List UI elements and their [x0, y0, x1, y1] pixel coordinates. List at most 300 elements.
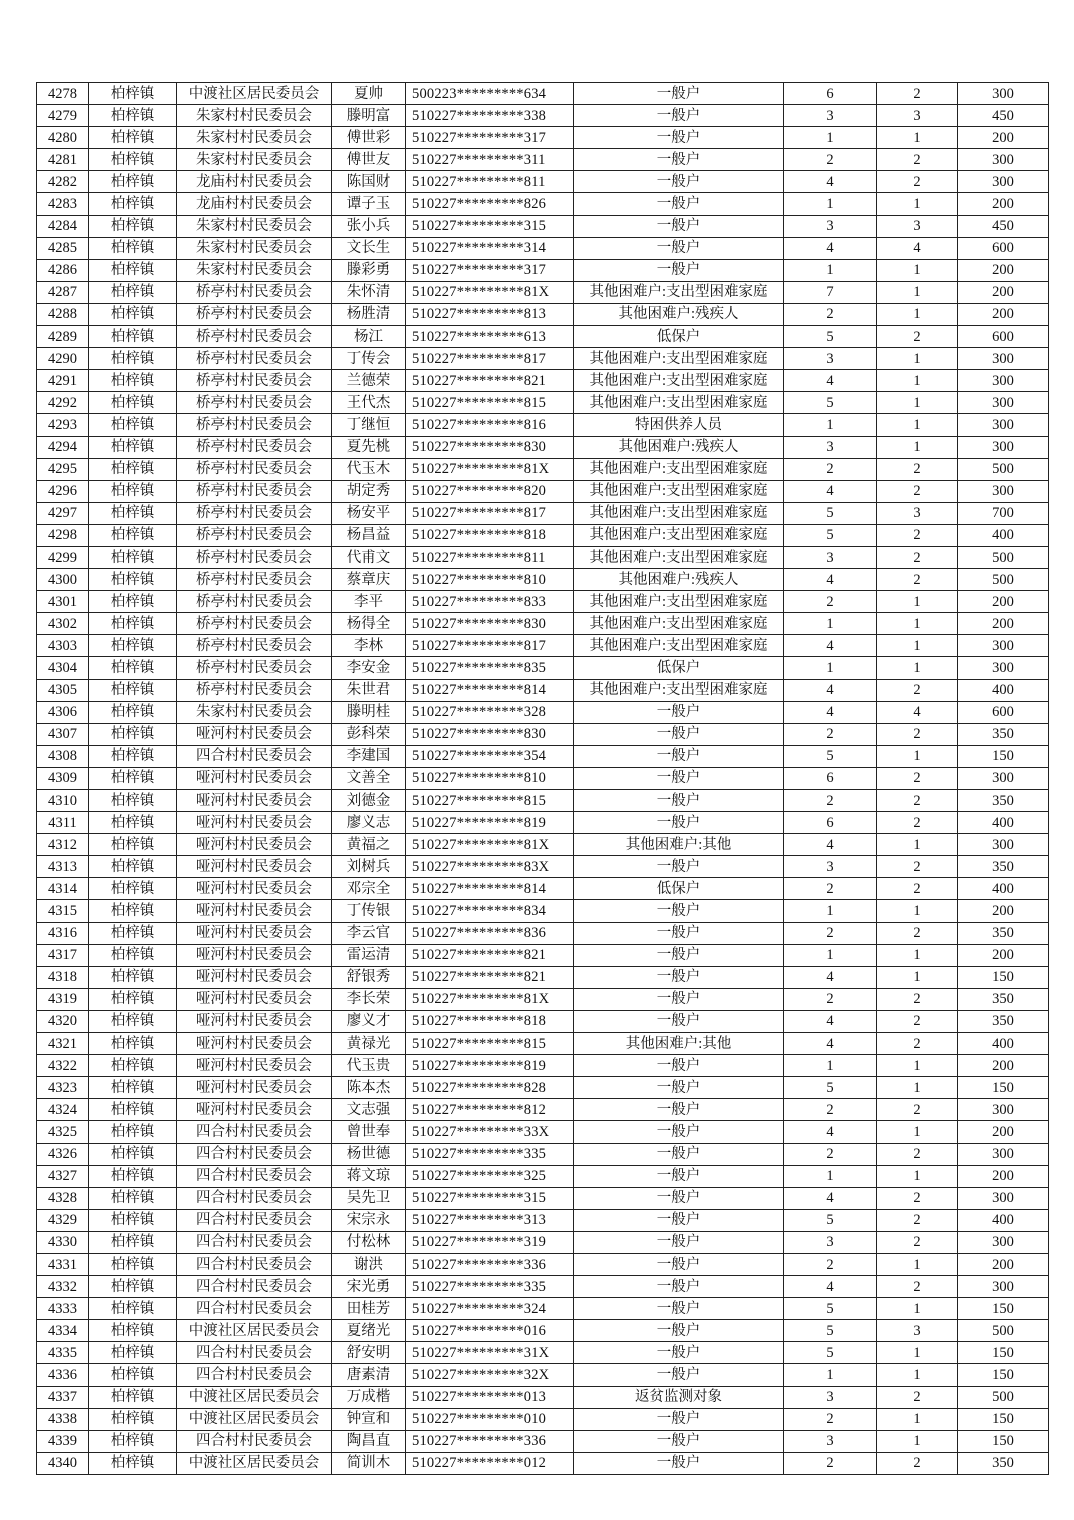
town-cell: 柏梓镇 — [89, 569, 177, 591]
people-count-cell: 2 — [877, 790, 958, 812]
household-type-cell: 一般户 — [574, 83, 784, 105]
name-cell: 滕彩勇 — [332, 259, 406, 281]
committee-cell: 中渡社区居民委员会 — [177, 1386, 332, 1408]
town-cell: 柏梓镇 — [89, 1342, 177, 1364]
id-number-cell: 510227*********325 — [406, 1165, 574, 1187]
committee-cell: 朱家村村民委员会 — [177, 149, 332, 171]
amount-cell: 150 — [958, 1298, 1049, 1320]
town-cell: 柏梓镇 — [89, 767, 177, 789]
committee-cell: 桥亭村村民委员会 — [177, 546, 332, 568]
table-row — [37, 546, 1049, 568]
family-size-cell: 4 — [784, 1010, 877, 1032]
table-row — [37, 1253, 1049, 1275]
id-number-cell: 510227*********818 — [406, 524, 574, 546]
id-number-cell: 510227*********319 — [406, 1231, 574, 1253]
family-size-cell: 4 — [784, 635, 877, 657]
town-cell: 柏梓镇 — [89, 988, 177, 1010]
committee-cell: 朱家村村民委员会 — [177, 259, 332, 281]
amount-cell: 300 — [958, 414, 1049, 436]
name-cell: 丁传银 — [332, 900, 406, 922]
family-size-cell: 1 — [784, 944, 877, 966]
id-number-cell: 510227*********317 — [406, 127, 574, 149]
family-size-cell: 5 — [784, 524, 877, 546]
household-type-cell: 其他困难户:其他 — [574, 834, 784, 856]
amount-cell: 500 — [958, 546, 1049, 568]
household-type-cell: 一般户 — [574, 1231, 784, 1253]
row-number-cell: 4314 — [37, 878, 89, 900]
committee-cell: 桥亭村村民委员会 — [177, 458, 332, 480]
table-row — [37, 1320, 1049, 1342]
people-count-cell: 2 — [877, 171, 958, 193]
id-number-cell: 510227*********828 — [406, 1077, 574, 1099]
amount-cell: 600 — [958, 237, 1049, 259]
committee-cell: 哑河村村民委员会 — [177, 812, 332, 834]
id-number-cell: 510227*********830 — [406, 436, 574, 458]
people-count-cell: 2 — [877, 1187, 958, 1209]
row-number-cell: 4285 — [37, 237, 89, 259]
committee-cell: 哑河村村民委员会 — [177, 767, 332, 789]
amount-cell: 300 — [958, 657, 1049, 679]
row-number-cell: 4289 — [37, 326, 89, 348]
committee-cell: 哑河村村民委员会 — [177, 1033, 332, 1055]
amount-cell: 300 — [958, 83, 1049, 105]
family-size-cell: 6 — [784, 812, 877, 834]
family-size-cell: 6 — [784, 83, 877, 105]
people-count-cell: 1 — [877, 1364, 958, 1386]
row-number-cell: 4315 — [37, 900, 89, 922]
committee-cell: 哑河村村民委员会 — [177, 1010, 332, 1032]
id-number-cell: 510227*********821 — [406, 966, 574, 988]
household-type-cell: 一般户 — [574, 193, 784, 215]
table-row — [37, 657, 1049, 679]
table-row — [37, 326, 1049, 348]
amount-cell: 450 — [958, 105, 1049, 127]
committee-cell: 桥亭村村民委员会 — [177, 370, 332, 392]
id-number-cell: 510227*********317 — [406, 259, 574, 281]
table-row — [37, 1055, 1049, 1077]
amount-cell: 300 — [958, 1187, 1049, 1209]
amount-cell: 300 — [958, 436, 1049, 458]
row-number-cell: 4313 — [37, 856, 89, 878]
table-row — [37, 1231, 1049, 1253]
row-number-cell: 4288 — [37, 303, 89, 325]
committee-cell: 四合村村民委员会 — [177, 1253, 332, 1275]
family-size-cell: 2 — [784, 1099, 877, 1121]
row-number-cell: 4298 — [37, 524, 89, 546]
town-cell: 柏梓镇 — [89, 679, 177, 701]
amount-cell: 300 — [958, 1143, 1049, 1165]
household-type-cell: 一般户 — [574, 1010, 784, 1032]
household-type-cell: 一般户 — [574, 171, 784, 193]
family-size-cell: 2 — [784, 922, 877, 944]
committee-cell: 中渡社区居民委员会 — [177, 83, 332, 105]
committee-cell: 哑河村村民委员会 — [177, 878, 332, 900]
amount-cell: 150 — [958, 1364, 1049, 1386]
id-number-cell: 510227*********819 — [406, 812, 574, 834]
table-row — [37, 1364, 1049, 1386]
row-number-cell: 4291 — [37, 370, 89, 392]
table-row — [37, 1298, 1049, 1320]
family-size-cell: 4 — [784, 1187, 877, 1209]
id-number-cell: 510227*********834 — [406, 900, 574, 922]
household-type-cell: 一般户 — [574, 900, 784, 922]
name-cell: 钟宣和 — [332, 1408, 406, 1430]
town-cell: 柏梓镇 — [89, 856, 177, 878]
household-type-cell: 其他困难户:支出型困难家庭 — [574, 480, 784, 502]
people-count-cell: 2 — [877, 1386, 958, 1408]
family-size-cell: 7 — [784, 281, 877, 303]
table-row — [37, 436, 1049, 458]
household-type-cell: 一般户 — [574, 1342, 784, 1364]
table-row — [37, 1143, 1049, 1165]
id-number-cell: 510227*********324 — [406, 1298, 574, 1320]
committee-cell: 桥亭村村民委员会 — [177, 392, 332, 414]
records-table — [36, 82, 1049, 1475]
id-number-cell: 510227*********336 — [406, 1253, 574, 1275]
amount-cell: 350 — [958, 790, 1049, 812]
people-count-cell: 2 — [877, 1276, 958, 1298]
people-count-cell: 2 — [877, 458, 958, 480]
household-type-cell: 一般户 — [574, 856, 784, 878]
people-count-cell: 1 — [877, 259, 958, 281]
town-cell: 柏梓镇 — [89, 1165, 177, 1187]
family-size-cell: 1 — [784, 1055, 877, 1077]
amount-cell: 500 — [958, 569, 1049, 591]
committee-cell: 哑河村村民委员会 — [177, 790, 332, 812]
household-type-cell: 一般户 — [574, 1408, 784, 1430]
name-cell: 傅世友 — [332, 149, 406, 171]
amount-cell: 150 — [958, 745, 1049, 767]
committee-cell: 四合村村民委员会 — [177, 1143, 332, 1165]
row-number-cell: 4311 — [37, 812, 89, 834]
committee-cell: 龙庙村村民委员会 — [177, 193, 332, 215]
people-count-cell: 2 — [877, 480, 958, 502]
committee-cell: 桥亭村村民委员会 — [177, 502, 332, 524]
amount-cell: 300 — [958, 1231, 1049, 1253]
id-number-cell: 510227*********336 — [406, 1430, 574, 1452]
committee-cell: 四合村村民委员会 — [177, 1430, 332, 1452]
table-row — [37, 149, 1049, 171]
committee-cell: 四合村村民委员会 — [177, 1165, 332, 1187]
household-type-cell: 一般户 — [574, 944, 784, 966]
id-number-cell: 510227*********815 — [406, 1033, 574, 1055]
committee-cell: 桥亭村村民委员会 — [177, 569, 332, 591]
amount-cell: 300 — [958, 635, 1049, 657]
family-size-cell: 4 — [784, 171, 877, 193]
name-cell: 李平 — [332, 591, 406, 613]
people-count-cell: 2 — [877, 1143, 958, 1165]
name-cell: 刘树兵 — [332, 856, 406, 878]
amount-cell: 500 — [958, 1386, 1049, 1408]
name-cell: 张小兵 — [332, 215, 406, 237]
row-number-cell: 4330 — [37, 1231, 89, 1253]
table-row — [37, 105, 1049, 127]
id-number-cell: 510227*********83X — [406, 856, 574, 878]
committee-cell: 桥亭村村民委员会 — [177, 326, 332, 348]
household-type-cell: 一般户 — [574, 1187, 784, 1209]
amount-cell: 200 — [958, 127, 1049, 149]
id-number-cell: 510227*********826 — [406, 193, 574, 215]
household-type-cell: 一般户 — [574, 1364, 784, 1386]
town-cell: 柏梓镇 — [89, 1099, 177, 1121]
people-count-cell: 2 — [877, 1209, 958, 1231]
household-type-cell: 一般户 — [574, 1121, 784, 1143]
amount-cell: 200 — [958, 1055, 1049, 1077]
table-row — [37, 458, 1049, 480]
name-cell: 李云官 — [332, 922, 406, 944]
name-cell: 邓宗全 — [332, 878, 406, 900]
id-number-cell: 510227*********817 — [406, 348, 574, 370]
amount-cell: 350 — [958, 988, 1049, 1010]
town-cell: 柏梓镇 — [89, 237, 177, 259]
town-cell: 柏梓镇 — [89, 790, 177, 812]
id-number-cell: 510227*********315 — [406, 215, 574, 237]
table-row — [37, 1342, 1049, 1364]
people-count-cell: 1 — [877, 1077, 958, 1099]
people-count-cell: 2 — [877, 1099, 958, 1121]
name-cell: 丁继恒 — [332, 414, 406, 436]
id-number-cell: 510227*********33X — [406, 1121, 574, 1143]
amount-cell: 200 — [958, 591, 1049, 613]
row-number-cell: 4335 — [37, 1342, 89, 1364]
people-count-cell: 1 — [877, 1165, 958, 1187]
table-row — [37, 193, 1049, 215]
table-row — [37, 944, 1049, 966]
people-count-cell: 1 — [877, 613, 958, 635]
table-row — [37, 414, 1049, 436]
people-count-cell: 3 — [877, 502, 958, 524]
table-row — [37, 1099, 1049, 1121]
family-size-cell: 1 — [784, 127, 877, 149]
committee-cell: 哑河村村民委员会 — [177, 1055, 332, 1077]
town-cell: 柏梓镇 — [89, 591, 177, 613]
row-number-cell: 4328 — [37, 1187, 89, 1209]
row-number-cell: 4281 — [37, 149, 89, 171]
committee-cell: 桥亭村村民委员会 — [177, 657, 332, 679]
family-size-cell: 5 — [784, 326, 877, 348]
family-size-cell: 4 — [784, 237, 877, 259]
row-number-cell: 4286 — [37, 259, 89, 281]
people-count-cell: 3 — [877, 215, 958, 237]
committee-cell: 四合村村民委员会 — [177, 1231, 332, 1253]
household-type-cell: 一般户 — [574, 767, 784, 789]
people-count-cell: 3 — [877, 1320, 958, 1342]
table-row — [37, 1165, 1049, 1187]
people-count-cell: 1 — [877, 303, 958, 325]
row-number-cell: 4278 — [37, 83, 89, 105]
id-number-cell: 510227*********31X — [406, 1342, 574, 1364]
table-body — [37, 83, 1049, 1475]
table-row — [37, 127, 1049, 149]
name-cell: 朱怀清 — [332, 281, 406, 303]
town-cell: 柏梓镇 — [89, 745, 177, 767]
town-cell: 柏梓镇 — [89, 1187, 177, 1209]
family-size-cell: 3 — [784, 1430, 877, 1452]
household-type-cell: 一般户 — [574, 215, 784, 237]
amount-cell: 350 — [958, 1452, 1049, 1474]
family-size-cell: 4 — [784, 1121, 877, 1143]
household-type-cell: 其他困难户:支出型困难家庭 — [574, 281, 784, 303]
row-number-cell: 4331 — [37, 1253, 89, 1275]
town-cell: 柏梓镇 — [89, 259, 177, 281]
name-cell: 王代杰 — [332, 392, 406, 414]
name-cell: 黄禄光 — [332, 1033, 406, 1055]
household-type-cell: 其他困难户:其他 — [574, 1033, 784, 1055]
people-count-cell: 2 — [877, 326, 958, 348]
name-cell: 田桂芳 — [332, 1298, 406, 1320]
name-cell: 滕明桂 — [332, 701, 406, 723]
family-size-cell: 5 — [784, 1320, 877, 1342]
committee-cell: 哑河村村民委员会 — [177, 723, 332, 745]
amount-cell: 300 — [958, 480, 1049, 502]
household-type-cell: 低保户 — [574, 657, 784, 679]
name-cell: 谭子玉 — [332, 193, 406, 215]
name-cell: 夏绪光 — [332, 1320, 406, 1342]
id-number-cell: 510227*********314 — [406, 237, 574, 259]
name-cell: 杨世德 — [332, 1143, 406, 1165]
town-cell: 柏梓镇 — [89, 1386, 177, 1408]
table-row — [37, 480, 1049, 502]
id-number-cell: 510227*********814 — [406, 878, 574, 900]
household-type-cell: 一般户 — [574, 812, 784, 834]
id-number-cell: 510227*********81X — [406, 988, 574, 1010]
amount-cell: 150 — [958, 1408, 1049, 1430]
row-number-cell: 4302 — [37, 613, 89, 635]
committee-cell: 哑河村村民委员会 — [177, 988, 332, 1010]
name-cell: 唐素清 — [332, 1364, 406, 1386]
people-count-cell: 1 — [877, 1298, 958, 1320]
town-cell: 柏梓镇 — [89, 83, 177, 105]
family-size-cell: 2 — [784, 149, 877, 171]
people-count-cell: 2 — [877, 723, 958, 745]
town-cell: 柏梓镇 — [89, 1364, 177, 1386]
household-type-cell: 低保户 — [574, 326, 784, 348]
amount-cell: 400 — [958, 1033, 1049, 1055]
row-number-cell: 4303 — [37, 635, 89, 657]
family-size-cell: 5 — [784, 1342, 877, 1364]
town-cell: 柏梓镇 — [89, 281, 177, 303]
committee-cell: 四合村村民委员会 — [177, 1364, 332, 1386]
name-cell: 李林 — [332, 635, 406, 657]
people-count-cell: 1 — [877, 635, 958, 657]
amount-cell: 200 — [958, 1253, 1049, 1275]
town-cell: 柏梓镇 — [89, 1010, 177, 1032]
household-type-cell: 一般户 — [574, 723, 784, 745]
town-cell: 柏梓镇 — [89, 878, 177, 900]
household-type-cell: 一般户 — [574, 1452, 784, 1474]
town-cell: 柏梓镇 — [89, 1231, 177, 1253]
household-type-cell: 一般户 — [574, 701, 784, 723]
people-count-cell: 2 — [877, 878, 958, 900]
town-cell: 柏梓镇 — [89, 1253, 177, 1275]
committee-cell: 哑河村村民委员会 — [177, 966, 332, 988]
amount-cell: 600 — [958, 701, 1049, 723]
committee-cell: 朱家村村民委员会 — [177, 105, 332, 127]
name-cell: 滕明富 — [332, 105, 406, 127]
amount-cell: 300 — [958, 370, 1049, 392]
town-cell: 柏梓镇 — [89, 723, 177, 745]
family-size-cell: 3 — [784, 1386, 877, 1408]
name-cell: 杨得全 — [332, 613, 406, 635]
amount-cell: 200 — [958, 613, 1049, 635]
name-cell: 夏帅 — [332, 83, 406, 105]
people-count-cell: 1 — [877, 436, 958, 458]
town-cell: 柏梓镇 — [89, 1430, 177, 1452]
name-cell: 胡定秀 — [332, 480, 406, 502]
town-cell: 柏梓镇 — [89, 657, 177, 679]
household-type-cell: 一般户 — [574, 1430, 784, 1452]
town-cell: 柏梓镇 — [89, 193, 177, 215]
id-number-cell: 510227*********815 — [406, 790, 574, 812]
row-number-cell: 4329 — [37, 1209, 89, 1231]
family-size-cell: 3 — [784, 546, 877, 568]
name-cell: 兰德荣 — [332, 370, 406, 392]
row-number-cell: 4290 — [37, 348, 89, 370]
row-number-cell: 4320 — [37, 1010, 89, 1032]
town-cell: 柏梓镇 — [89, 966, 177, 988]
id-number-cell: 510227*********81X — [406, 834, 574, 856]
town-cell: 柏梓镇 — [89, 1033, 177, 1055]
committee-cell: 哑河村村民委员会 — [177, 856, 332, 878]
people-count-cell: 1 — [877, 348, 958, 370]
name-cell: 廖义才 — [332, 1010, 406, 1032]
table-row — [37, 856, 1049, 878]
row-number-cell: 4296 — [37, 480, 89, 502]
table-row — [37, 635, 1049, 657]
family-size-cell: 3 — [784, 856, 877, 878]
people-count-cell: 2 — [877, 1033, 958, 1055]
committee-cell: 桥亭村村民委员会 — [177, 524, 332, 546]
people-count-cell: 2 — [877, 856, 958, 878]
row-number-cell: 4326 — [37, 1143, 89, 1165]
table-row — [37, 83, 1049, 105]
people-count-cell: 2 — [877, 1010, 958, 1032]
name-cell: 宋光勇 — [332, 1276, 406, 1298]
amount-cell: 150 — [958, 1077, 1049, 1099]
household-type-cell: 一般户 — [574, 1209, 784, 1231]
amount-cell: 200 — [958, 303, 1049, 325]
row-number-cell: 4279 — [37, 105, 89, 127]
table-row — [37, 1010, 1049, 1032]
family-size-cell: 5 — [784, 1298, 877, 1320]
row-number-cell: 4304 — [37, 657, 89, 679]
town-cell: 柏梓镇 — [89, 480, 177, 502]
row-number-cell: 4309 — [37, 767, 89, 789]
town-cell: 柏梓镇 — [89, 812, 177, 834]
people-count-cell: 1 — [877, 657, 958, 679]
household-type-cell: 一般户 — [574, 790, 784, 812]
id-number-cell: 510227*********311 — [406, 149, 574, 171]
people-count-cell: 1 — [877, 1430, 958, 1452]
people-count-cell: 2 — [877, 524, 958, 546]
amount-cell: 150 — [958, 1430, 1049, 1452]
row-number-cell: 4333 — [37, 1298, 89, 1320]
family-size-cell: 4 — [784, 480, 877, 502]
household-type-cell: 一般户 — [574, 922, 784, 944]
committee-cell: 桥亭村村民委员会 — [177, 436, 332, 458]
family-size-cell: 5 — [784, 1209, 877, 1231]
id-number-cell: 510227*********830 — [406, 613, 574, 635]
id-number-cell: 510227*********81X — [406, 281, 574, 303]
row-number-cell: 4308 — [37, 745, 89, 767]
table-row — [37, 370, 1049, 392]
family-size-cell: 2 — [784, 1452, 877, 1474]
table-row — [37, 834, 1049, 856]
committee-cell: 哑河村村民委员会 — [177, 900, 332, 922]
family-size-cell: 4 — [784, 569, 877, 591]
amount-cell: 500 — [958, 458, 1049, 480]
table-row — [37, 1430, 1049, 1452]
